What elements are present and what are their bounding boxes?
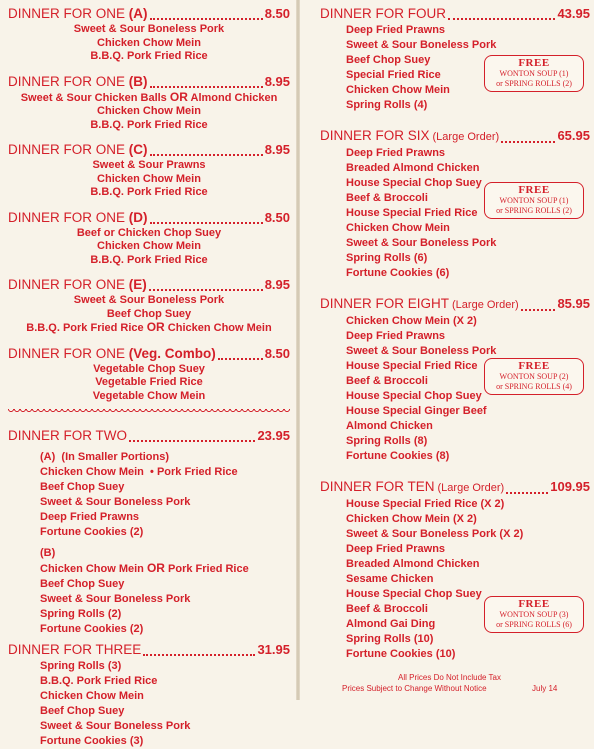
list-item: Vegetable Chow Mein <box>92 389 206 402</box>
list-item: Breaded Almond Chicken <box>346 558 480 570</box>
dinner-name: DINNER FOR SIX <box>320 128 430 143</box>
section-heading <box>320 127 590 146</box>
list-item: Sweet & Sour Boneless Pork <box>40 720 191 732</box>
price-change-note: Prices Subject to Change Without Notice <box>342 684 487 693</box>
list-item: Beef Chop Suey <box>40 578 125 590</box>
list-item: Beef Chop Suey <box>346 54 431 66</box>
tax-note: All Prices Do Not Include Tax <box>398 673 502 682</box>
dot-leader <box>521 299 556 311</box>
dinner-for-two <box>8 427 290 637</box>
price: 23.95 <box>257 428 290 443</box>
list-item: Fortune Cookies (2) <box>40 526 144 538</box>
list-item: Fortune Cookies (2) <box>40 623 144 635</box>
list-item: Fortune Cookies (6) <box>346 267 450 279</box>
list-item: Spring Rolls (10) <box>346 633 434 645</box>
dinner-for-four <box>320 5 590 113</box>
dinner-name: DINNER FOR ONE <box>8 73 129 89</box>
list-item: Spring Rolls (3) <box>40 660 122 672</box>
list-item: Chicken Chow Mein • Pork Fried Rice <box>40 466 238 478</box>
list-item: Fortune Cookies (8) <box>346 450 450 462</box>
dinner-for-one-e <box>8 276 290 336</box>
list-item: House Special Fried Rice <box>346 207 478 219</box>
free-offer-badge: FREE WONTON SOUP (3) or SPRING ROLLS (6) <box>484 596 584 633</box>
list-item: Sweet & Sour Boneless Pork <box>40 496 191 508</box>
list-item: House Special Chop Suey <box>346 390 482 402</box>
list-item: Deep Fried Prawns <box>40 511 140 523</box>
list-item: House Special Ginger Beef <box>346 405 487 417</box>
list-item: Almond Gai Ding <box>346 618 436 630</box>
list-item: Beef & Broccoli <box>346 375 428 387</box>
item-list <box>8 363 290 404</box>
list-item: Chicken Chow Mein <box>346 222 450 234</box>
order-size-note: (Large Order) <box>437 482 505 494</box>
price: 8.50 <box>264 6 290 21</box>
section-heading <box>8 427 290 445</box>
list-item: Special Fried Rice <box>346 69 441 81</box>
list-item: Chicken Chow Mein (X 2) <box>346 315 477 327</box>
list-item: Deep Fried Prawns <box>346 24 446 36</box>
price: 8.50 <box>264 345 290 361</box>
dinner-tag: (Veg. Combo) <box>128 345 216 361</box>
list-item: Sweet & Sour Prawns <box>92 159 206 171</box>
list-item: B.B.Q. Pork Fried Rice <box>90 253 208 266</box>
list-item: Beef Chop Suey <box>40 481 125 493</box>
list-item: Chicken Chow Mein OR Pork Fried Rice <box>40 561 249 575</box>
list-item: Spring Rolls (8) <box>346 435 428 447</box>
list-item: B.B.Q. Pork Fried Rice <box>90 118 208 131</box>
list-item: Spring Rolls (2) <box>40 608 122 620</box>
dinner-name: DINNER FOR ONE <box>8 345 129 361</box>
list-item: Sweet & Sour Chicken Balls OR Almond Chicken <box>20 89 278 104</box>
list-item: B.B.Q. Pork Fried Rice <box>90 50 208 62</box>
section-heading <box>320 478 590 497</box>
item-list <box>8 159 290 200</box>
dinner-for-one-a <box>8 5 290 64</box>
dot-leader <box>150 144 263 156</box>
item-list <box>8 659 290 749</box>
item-list <box>8 561 290 637</box>
dot-leader <box>218 348 263 360</box>
dinner-name: DINNER FOR ONE <box>8 209 129 225</box>
order-size-note: (Large Order) <box>452 299 519 311</box>
left-column <box>0 0 296 747</box>
list-item: B.B.Q. Pork Fried Rice <box>90 186 208 198</box>
list-item: Sweet & Sour Boneless Pork <box>73 23 225 35</box>
list-item: Sweet & Sour Boneless Pork <box>40 593 191 605</box>
list-item: B.B.Q. Pork Fried Rice <box>40 675 158 687</box>
list-item: Chicken Chow Mein <box>97 36 201 49</box>
date-stamp: July 14 <box>532 684 558 693</box>
list-item: Sesame Chicken <box>346 573 434 585</box>
free-offer-badge: FREE WONTON SOUP (1) or SPRING ROLLS (2) <box>484 55 584 92</box>
section-heading <box>320 295 590 314</box>
dinner-for-ten <box>320 478 590 662</box>
price: 8.95 <box>264 142 290 157</box>
dot-leader <box>501 131 555 143</box>
list-item: Beef Chop Suey <box>40 705 125 717</box>
list-item: House Special Fried Rice (X 2) <box>346 498 505 510</box>
dinner-name: DINNER FOR TEN <box>320 479 435 494</box>
list-item: Sweet & Sour Boneless Pork <box>346 39 497 51</box>
list-item: Chicken Chow Mein <box>97 172 201 185</box>
or-word: OR <box>146 561 165 575</box>
dinner-tag: (B) <box>128 73 148 89</box>
list-item: House Special Fried Rice <box>346 360 478 372</box>
dinner-for-one-c <box>8 141 290 200</box>
section-heading <box>8 641 290 659</box>
dot-leader <box>143 644 255 656</box>
section-heading <box>8 209 290 227</box>
list-item: Beef & Broccoli <box>346 192 428 204</box>
free-offer-badge: FREE WONTON SOUP (1) or SPRING ROLLS (2) <box>484 182 584 219</box>
list-item: Sweet & Sour Boneless Pork <box>73 294 225 306</box>
or-word: OR <box>169 89 188 104</box>
list-item: Chicken Chow Mein <box>97 240 201 252</box>
dinner-for-one-b <box>8 73 290 133</box>
dinner-for-six <box>320 127 590 281</box>
list-item: Chicken Chow Mein <box>40 690 144 702</box>
price: 8.95 <box>264 73 290 89</box>
list-item: Spring Rolls (6) <box>346 252 428 264</box>
list-item: Chicken Chow Mein <box>97 105 201 117</box>
list-item: Sweet & Sour Boneless Pork <box>346 237 497 249</box>
section-heading <box>8 345 290 363</box>
dot-leader <box>149 279 263 291</box>
dot-leader <box>506 482 548 494</box>
price: 65.95 <box>557 128 590 143</box>
dinner-for-one-veg <box>8 345 290 404</box>
list-item: Deep Fried Prawns <box>346 543 446 555</box>
dinner-tag: (D) <box>128 209 148 225</box>
price: 8.50 <box>264 209 290 225</box>
wavy-divider <box>8 409 290 417</box>
list-item: House Special Chop Suey <box>346 177 482 189</box>
price: 85.95 <box>557 296 590 311</box>
price: 31.95 <box>257 642 290 657</box>
right-column <box>300 0 594 700</box>
or-word: OR <box>146 320 165 334</box>
option-a-label: (A) (In Smaller Portions) <box>40 451 169 463</box>
dinner-name: DINNER FOR ONE <box>8 6 129 21</box>
list-item: Breaded Almond Chicken <box>346 162 480 174</box>
dinner-for-one-d <box>8 209 290 268</box>
list-item: House Special Chop Suey <box>346 588 482 600</box>
list-item: Sweet & Sour Boneless Pork <box>346 345 497 357</box>
item-list <box>320 497 590 662</box>
price: 43.95 <box>557 6 590 21</box>
dinner-name: DINNER FOR THREE <box>8 642 142 657</box>
item-list <box>8 91 290 133</box>
dot-leader <box>448 8 555 20</box>
dinner-for-eight <box>320 295 590 464</box>
list-item: B.B.Q. Pork Fried Rice OR Chicken Chow Mein <box>26 320 272 334</box>
list-item: Deep Fried Prawns <box>346 330 446 342</box>
list-item: Sweet & Sour Boneless Pork (X 2) <box>346 528 524 540</box>
price: 8.95 <box>264 277 290 292</box>
dinner-name: DINNER FOR ONE <box>8 142 129 157</box>
dot-leader <box>129 430 255 442</box>
list-item: Fortune Cookies (3) <box>40 735 144 747</box>
dot-leader <box>150 8 263 20</box>
list-item: Chicken Chow Mein (X 2) <box>346 513 477 525</box>
free-offer-badge: FREE WONTON SOUP (2) or SPRING ROLLS (4) <box>484 358 584 395</box>
list-item: Chicken Chow Mein <box>346 84 450 96</box>
dinner-for-three <box>8 641 290 749</box>
dinner-tag: (C) <box>128 142 148 157</box>
order-size-note: (Large Order) <box>432 131 500 143</box>
item-list <box>8 227 290 268</box>
section-heading <box>8 5 290 23</box>
list-item: Deep Fried Prawns <box>346 147 446 159</box>
item-list <box>8 465 290 540</box>
list-item: Beef or Chicken Chop Suey <box>76 226 222 239</box>
list-item: Fortune Cookies (10) <box>346 648 456 660</box>
section-heading <box>8 276 290 294</box>
dinner-tag: (A) <box>128 6 148 21</box>
price: 109.95 <box>550 479 590 494</box>
dinner-name: DINNER FOR FOUR <box>320 6 446 21</box>
dot-leader <box>150 212 263 224</box>
list-item: Spring Rolls (4) <box>346 99 428 111</box>
dinner-name: DINNER FOR EIGHT <box>320 296 450 311</box>
option-b-label: (B) <box>40 547 56 559</box>
list-item: Vegetable Chop Suey <box>93 362 205 375</box>
section-heading <box>8 141 290 159</box>
bullet: • <box>150 466 154 478</box>
list-item: Beef Chop Suey <box>106 307 192 320</box>
item-list <box>8 294 290 336</box>
list-item: Vegetable Fried Rice <box>95 376 203 388</box>
section-heading <box>320 5 590 23</box>
dinner-name: DINNER FOR ONE <box>8 277 129 292</box>
section-heading <box>8 73 290 91</box>
item-list <box>8 23 290 64</box>
dot-leader <box>150 76 263 88</box>
dinner-name: DINNER FOR TWO <box>8 428 127 443</box>
list-item: Beef & Broccoli <box>346 603 428 615</box>
dinner-tag: (E) <box>128 277 147 292</box>
list-item: Almond Chicken <box>346 420 433 432</box>
